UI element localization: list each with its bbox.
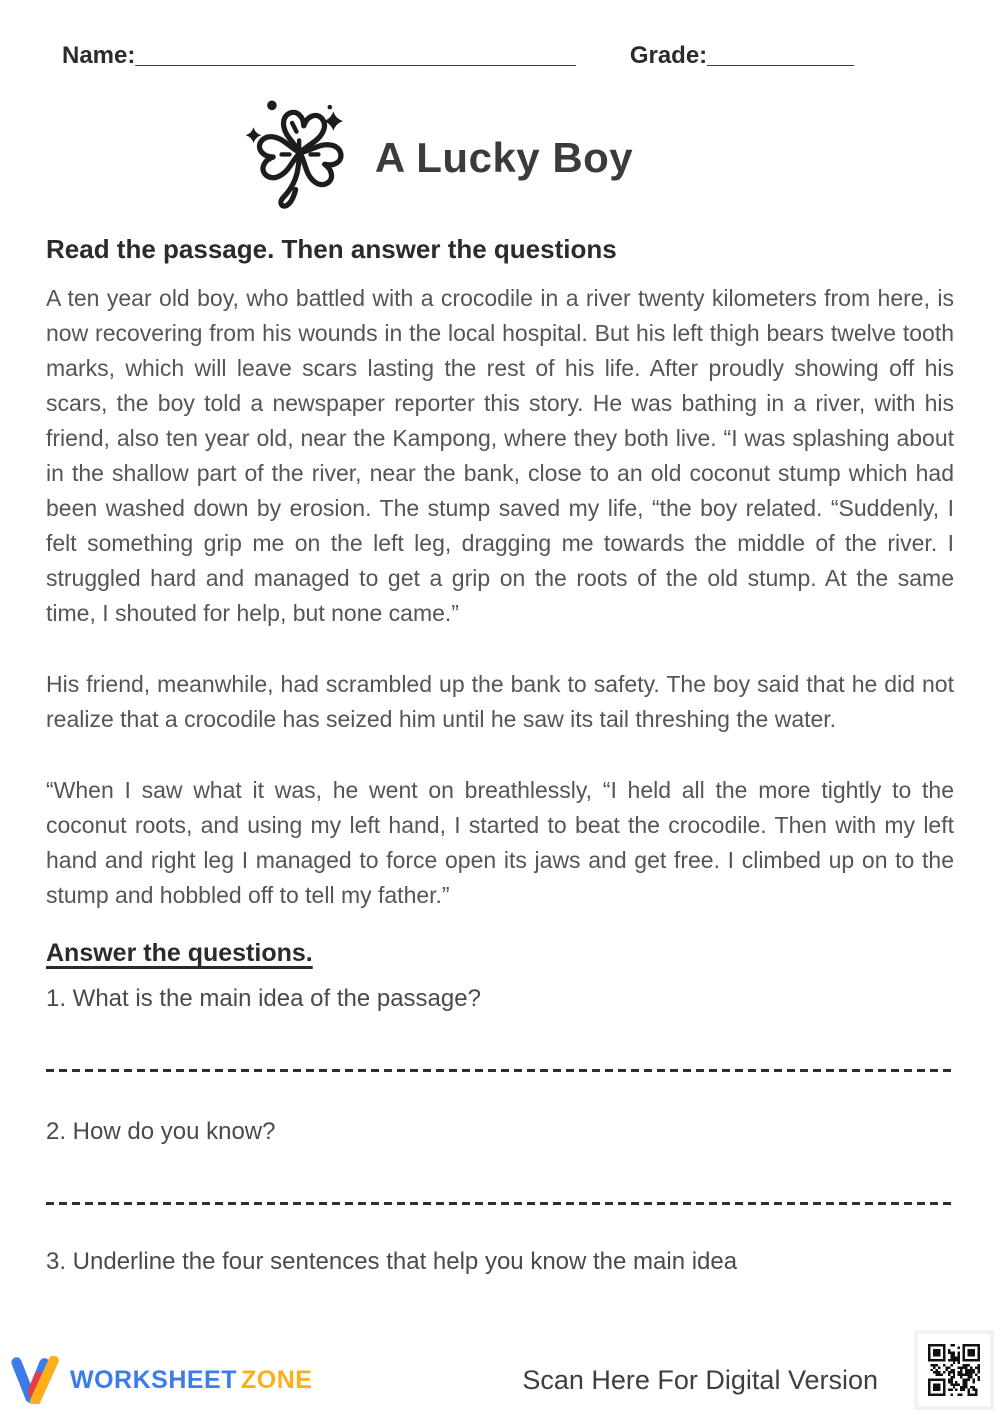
answer-line-2	[46, 1202, 954, 1205]
grade-label: Grade:	[629, 42, 708, 69]
worksheetzone-logo-icon	[10, 1356, 62, 1404]
sparkles	[245, 101, 342, 144]
brand-name-secondary: ZONE	[241, 1365, 313, 1394]
name-grade-row	[46, 0, 954, 70]
name-label: Name:	[62, 42, 136, 69]
qr-code-icon	[914, 1330, 994, 1410]
passage-paragraph: His friend, meanwhile, had scrambled up the bank to safety. The boy said that he did not realize that a crocodile has seized him until he saw its tail threshing the water.	[46, 671, 954, 732]
grade-blank-line: ___________	[707, 42, 854, 69]
passage-paragraph: A ten year old boy, who battled with a crocodile in a river twenty kilometers from here, is now recovering from his wounds in the local hospital. But his left thigh bears twelve tooth marks, which will leave scars lasting the rest of his life. After proudly showing off his scars, the boy told a newspaper reporter this story. He was bathing in a river, with his friend, also ten year old, near the Kampong, where they both live. “I was splashing about in the shallow part of the river, near the bank, close to an old coconut stump which had been washed down by erosion. The stump saved my life, “the boy related. “Suddenly, I felt something grip me on the left leg, dragging me towards the middle of the river. I struggled hard and managed to get a grip on the roots of the old stump. At the same time, I shouted for help, but none came.”	[46, 285, 954, 626]
name-field	[62, 42, 576, 70]
brand-name-primary: WORKSHEET	[70, 1365, 237, 1394]
grade-field	[630, 42, 854, 70]
question-3: 3. Underline the four sentences that help you know the main idea	[46, 1248, 738, 1275]
question-1: 1. What is the main idea of the passage?	[46, 985, 481, 1012]
worksheetzone-logo	[10, 1356, 312, 1404]
answer-questions-heading: Answer the questions.	[46, 939, 313, 967]
page-title: A Lucky Boy	[374, 134, 634, 181]
scan-here-text: Scan Here For Digital Version	[522, 1365, 878, 1395]
shamrock-icon	[243, 95, 357, 221]
instruction-heading: Read the passage. Then answer the questions	[46, 234, 617, 264]
brand-name	[70, 1366, 312, 1395]
title-row	[0, 94, 892, 222]
question-2: 2. How do you know?	[46, 1118, 276, 1145]
passage-paragraph: “When I saw what it was, he went on breathlessly, “I held all the more tightly to the coconut roots, and using my left hand, I started to beat the crocodile. Then with my left hand and right leg I managed to force open its jaws and get free. I climbed up on to the stump and hobbled off to tell my father.”	[46, 777, 954, 908]
name-blank-line: _________________________________	[135, 42, 576, 69]
answer-line-1	[46, 1069, 954, 1072]
